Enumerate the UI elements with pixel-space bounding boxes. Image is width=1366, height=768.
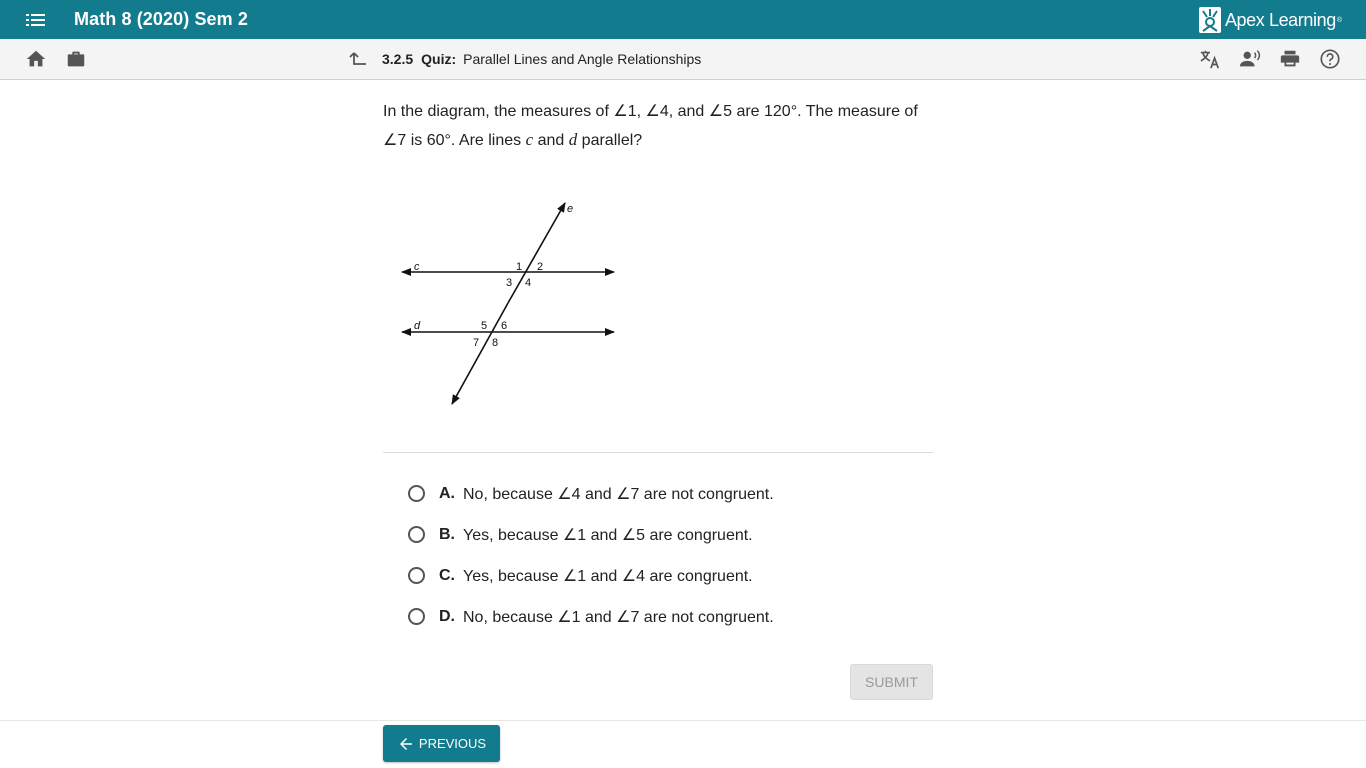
answer-option-a[interactable]: [405, 473, 925, 514]
angle-1: 1: [516, 261, 523, 273]
option-letter: C.: [439, 566, 455, 584]
menu-icon[interactable]: [26, 11, 46, 29]
help-icon[interactable]: [1319, 48, 1341, 70]
angle-4: 4: [525, 277, 532, 289]
line-e-lower: [452, 303, 508, 404]
lesson-number: 3.2.5: [382, 51, 414, 67]
divider: [383, 452, 933, 453]
label-d: d: [414, 320, 421, 332]
answer-choices: [405, 473, 925, 637]
footer-divider: [0, 720, 1366, 721]
option-text: Yes, because ∠1 and ∠5 are congruent.: [463, 526, 753, 544]
option-text: Yes, because ∠1 and ∠4 are congruent.: [463, 567, 753, 585]
angle-7: 7: [473, 337, 480, 349]
option-text: No, because ∠1 and ∠7 are not congruent.: [463, 608, 774, 626]
answer-option-c[interactable]: [405, 555, 925, 596]
submit-button[interactable]: SUBMIT: [850, 664, 933, 700]
activity-type: Quiz:: [421, 51, 457, 67]
line-c-var: c: [525, 130, 534, 149]
radio-button[interactable]: [408, 526, 425, 543]
option-letter: B.: [439, 525, 455, 543]
option-text: No, because ∠4 and ∠7 are not congruent.: [463, 485, 774, 503]
read-aloud-icon[interactable]: [1239, 48, 1261, 70]
question-text-3: parallel?: [577, 132, 643, 149]
toolbar: [0, 39, 1366, 80]
line-d-var: d: [568, 130, 578, 149]
angle-6: 6: [501, 320, 508, 332]
brand-logo: [1199, 6, 1342, 34]
breadcrumb: [348, 49, 701, 69]
angle-3: 3: [506, 277, 513, 289]
radio-button[interactable]: [408, 485, 425, 502]
angle-5: 5: [481, 320, 488, 332]
print-icon[interactable]: [1279, 48, 1301, 70]
angle-8: 8: [492, 337, 499, 349]
top-header: [0, 0, 1366, 39]
brand-name: Apex Learning: [1224, 9, 1336, 30]
angle-2: 2: [537, 261, 544, 273]
brand-trademark: ®: [1336, 16, 1342, 24]
up-arrow-icon[interactable]: [348, 49, 368, 69]
apex-logo-icon: [1199, 7, 1221, 33]
arrow-left-icon: [397, 735, 415, 753]
parallel-lines-diagram: [395, 195, 620, 410]
label-e: e: [567, 203, 574, 215]
option-letter: D.: [439, 607, 455, 625]
option-letter: A.: [439, 484, 455, 502]
radio-button[interactable]: [408, 567, 425, 584]
question-text-1: In the diagram, the measures of ∠1, ∠4, and ∠5 are 120°. The measure of ∠7 is 60°. Are lines: [383, 103, 918, 149]
radio-button[interactable]: [408, 608, 425, 625]
previous-label: PREVIOUS: [418, 736, 487, 751]
course-title: Math 8 (2020) Sem 2: [74, 9, 248, 29]
answer-option-b[interactable]: [405, 514, 925, 555]
question-prompt: [383, 98, 933, 155]
answer-option-d[interactable]: [405, 596, 925, 637]
home-icon[interactable]: [25, 48, 47, 70]
activity-title: Parallel Lines and Angle Relationships: [463, 51, 702, 67]
question-text-2: and: [533, 132, 569, 149]
line-e: [508, 203, 565, 303]
translate-icon[interactable]: [1199, 48, 1221, 70]
previous-button[interactable]: [383, 725, 500, 762]
label-c: c: [414, 261, 420, 273]
briefcase-icon[interactable]: [65, 48, 87, 70]
